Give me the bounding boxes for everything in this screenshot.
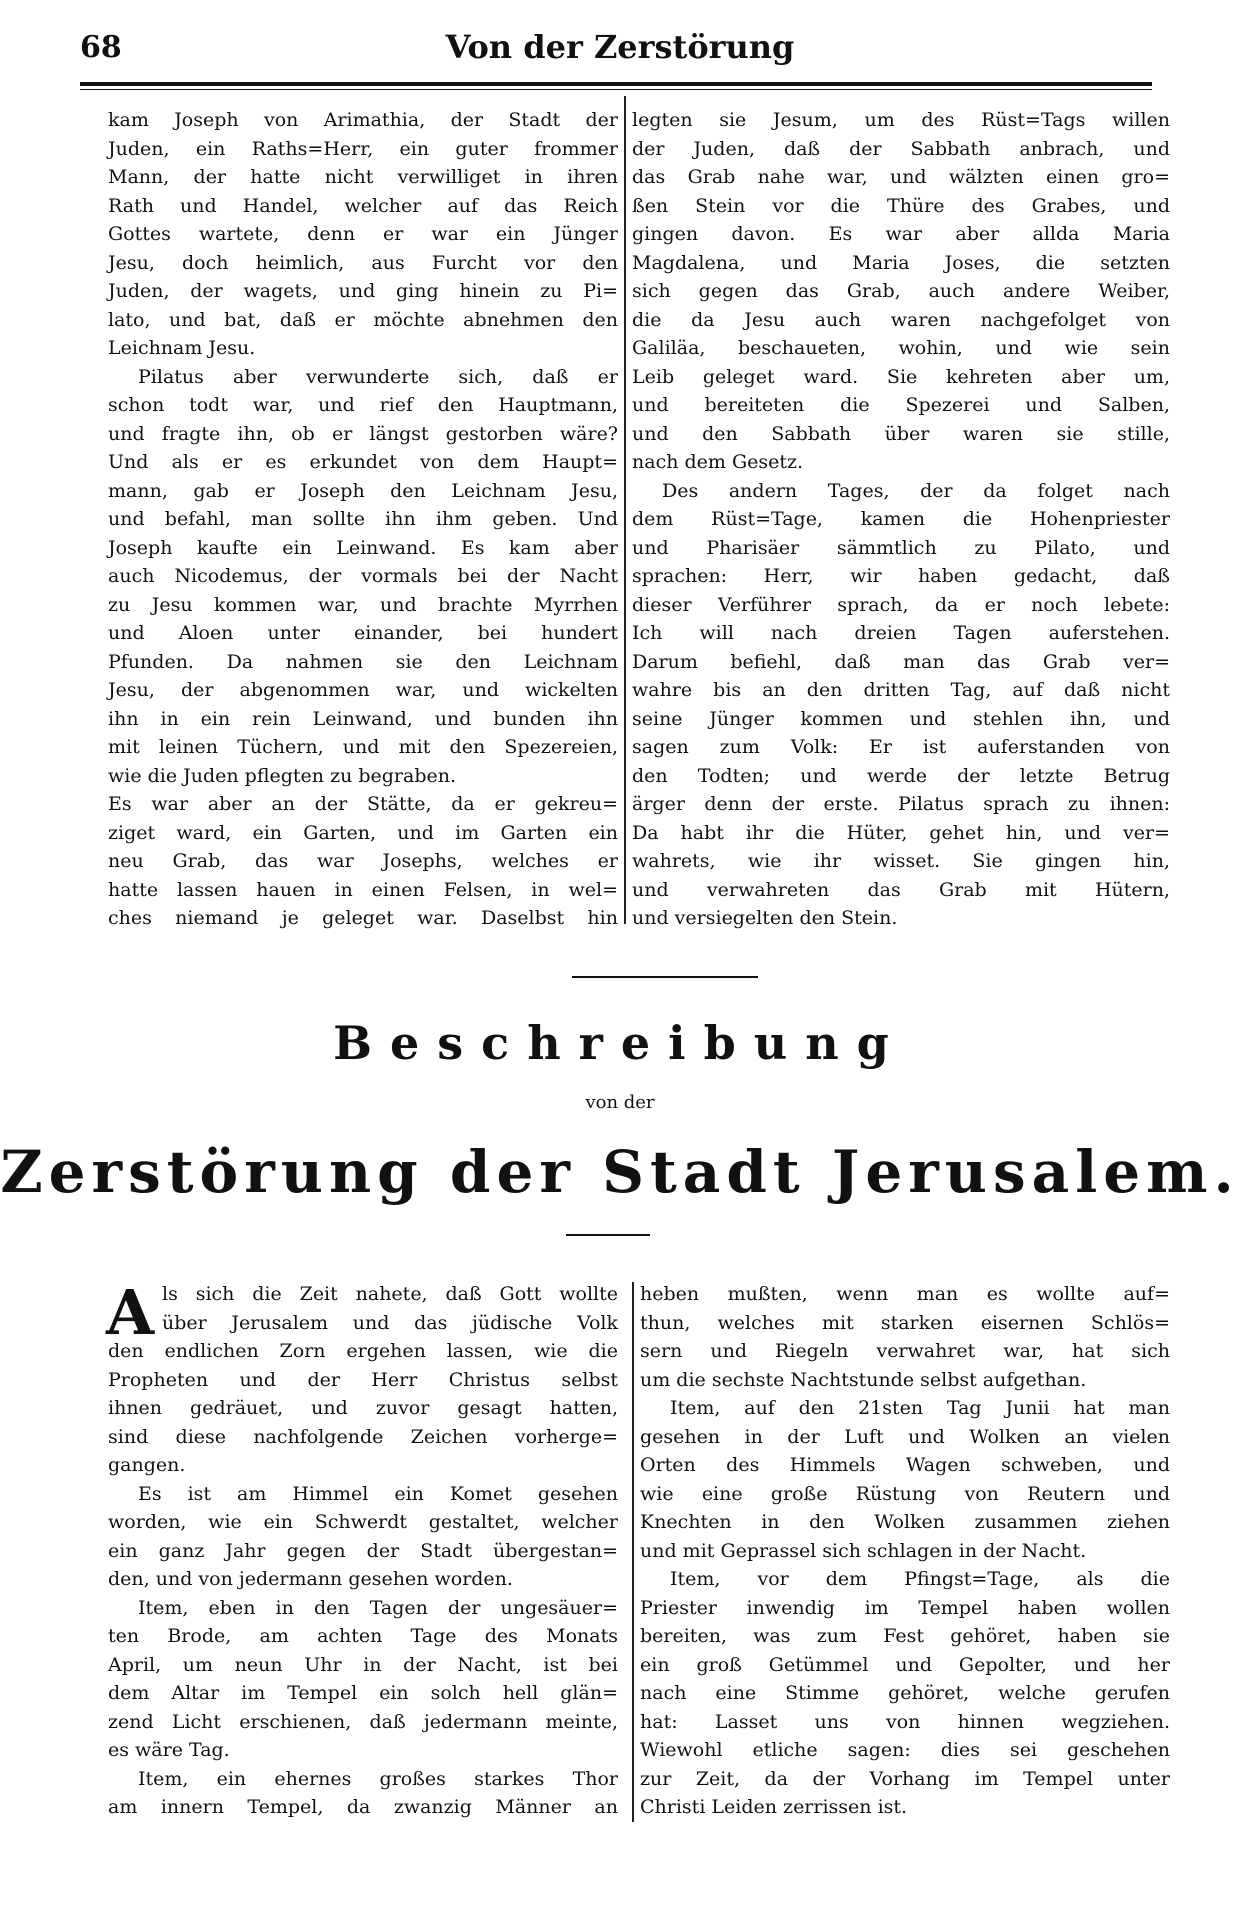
text-line: Knechten in den Wolken zusammen ziehen [640, 1511, 1170, 1533]
text-line: ziget ward, ein Garten, und im Garten ein [108, 821, 618, 844]
text-line: das Grab nahe war, und wälzten einen gro= [632, 166, 1170, 188]
header-rule-thin [80, 89, 1152, 90]
text-line: über Jerusalem und das jüdische Volk [162, 1311, 618, 1334]
text-line: und versiegelten den Stein. [632, 907, 898, 929]
text-line: zu Jesu kommen war, und brachte Myrrhen [108, 593, 618, 616]
text-line: dem Altar im Tempel ein solch hell glän= [108, 1682, 618, 1704]
text-line: gangen. [108, 1454, 186, 1476]
text-line: ßen Stein vor die Thüre des Grabes, und [632, 194, 1170, 217]
section-subtitle: von der [585, 1092, 655, 1113]
text-line: Item, vor dem Pfingst=Tage, als die [670, 1568, 1170, 1590]
text-line: und mit Geprassel sich schlagen in der Nacht. [640, 1539, 1087, 1562]
text-line: nach dem Gesetz. [632, 451, 804, 473]
text-line: Magdalena, und Maria Joses, die setzten [632, 251, 1170, 274]
text-line: thun, welches mit starken eisernen Schlös= [640, 1311, 1170, 1334]
text-line: auch Nicodemus, der vormals bei der Nacht [108, 565, 618, 587]
bottom-left-column [106, 1276, 618, 1822]
text-line: Pfunden. Da nahmen sie den Leichnam [108, 650, 618, 673]
drop-cap: A [106, 1276, 155, 1349]
text-line: ärger denn der erste. Pilatus sprach zu ihnen: [632, 793, 1170, 815]
text-line: ihn in ein rein Leinwand, und bunden ihn [108, 707, 618, 730]
text-line: ein groß Getümmel und Gepolter, und her [640, 1653, 1170, 1676]
text-line: wie die Juden pflegten zu begraben. [108, 764, 457, 787]
text-line: wahrets, wie ihr wisset. Sie gingen hin, [632, 850, 1170, 872]
text-line: Da habt ihr die Hüter, gehet hin, und ver= [632, 821, 1170, 844]
text-line: hatte lassen hauen in einen Felsen, in wel= [108, 878, 618, 901]
text-line: ein ganz Jahr gegen der Stadt übergestan= [108, 1539, 618, 1562]
text-line: Des andern Tages, der da folget nach [662, 479, 1170, 502]
top-left-column [108, 106, 618, 933]
text-line: und befahl, man sollte ihn ihm geben. Und [108, 508, 618, 530]
text-line: sagen zum Volk: Er ist auferstanden von [632, 736, 1170, 758]
text-line: Propheten und der Herr Christus selbst [108, 1368, 618, 1391]
text-line: Und als er es erkundet von dem Haupt= [108, 451, 618, 473]
text-line: Mann, der hatte nicht verwilliget in ihren [108, 166, 618, 188]
text-line: Es ist am Himmel ein Komet gesehen [138, 1482, 618, 1505]
text-line: wie eine große Rüstung von Reutern und [640, 1482, 1170, 1505]
section-rule-bottom [566, 1234, 650, 1236]
text-line: der Juden, daß der Sabbath anbrach, und [632, 137, 1170, 160]
text-line: und bereiteten die Spezerei und Salben, [632, 394, 1170, 416]
text-line: die da Jesu auch waren nachgefolget von [632, 308, 1170, 331]
text-line: Christi Leiden zerrissen ist. [640, 1796, 908, 1818]
top-right-column [632, 106, 1170, 933]
text-line: Gottes wartete, denn er war ein Jünger [108, 223, 618, 245]
text-line: und fragte ihn, ob er längst gestorben wäre? [108, 422, 618, 445]
text-line: Galiläa, beschaueten, wohin, und wie sein [632, 337, 1170, 359]
text-line: am innern Tempel, da zwanzig Männer an [108, 1796, 618, 1818]
section-rule-top [572, 976, 758, 978]
text-line: dieser Verführer sprach, da er noch lebete: [632, 593, 1170, 616]
text-line: gingen davon. Es war aber allda Maria [632, 223, 1170, 245]
page-number: 68 [80, 30, 122, 65]
text-line: gesehen in der Luft und Wolken an vielen [640, 1425, 1170, 1448]
text-line: mit leinen Tüchern, und mit den Spezereien, [108, 736, 618, 758]
text-line: Item, eben in den Tagen der ungesäuer= [138, 1596, 618, 1619]
text-line: schon todt war, und rief den Hauptmann, [108, 394, 618, 416]
text-line: nach eine Stimme gehöret, welche gerufen [640, 1682, 1170, 1704]
text-line: ls sich die Zeit nahete, daß Gott wollte [162, 1283, 618, 1305]
section-title: Beschreibung [333, 1016, 907, 1070]
text-line: lato, und bat, daß er möchte abnehmen den [108, 308, 618, 331]
text-line: Leichnam Jesu. [108, 337, 256, 359]
text-line: und den Sabbath über waren sie stille, [632, 422, 1170, 445]
text-line: Joseph kaufte ein Leinwand. Es kam aber [108, 536, 618, 559]
text-line: heben mußten, wenn man es wollte auf= [640, 1283, 1170, 1305]
text-line: Es war aber an der Stätte, da er gekreu= [108, 793, 618, 815]
header-rule [80, 82, 1152, 86]
text-line: und Aloen unter einander, bei hundert [108, 622, 618, 644]
text-line: Ich will nach dreien Tagen auferstehen. [632, 622, 1170, 644]
text-line: Priester inwendig im Tempel haben wollen [640, 1596, 1170, 1619]
text-line: ten Brode, am achten Tage des Monats [108, 1625, 618, 1647]
text-line: neu Grab, das war Josephs, welches er [108, 850, 618, 872]
column-divider [624, 96, 626, 924]
text-line: den, und von jedermann gesehen worden. [108, 1568, 513, 1590]
text-line: mann, gab er Joseph den Leichnam Jesu, [108, 479, 618, 502]
text-line: Item, auf den 21sten Tag Junii hat man [670, 1397, 1170, 1419]
text-line: hat: Lasset uns von hinnen wegziehen. [640, 1710, 1170, 1733]
text-line: ihnen gedräuet, und zuvor gesagt hatten, [108, 1397, 618, 1419]
text-line: Pilatus aber verwunderte sich, daß er [138, 365, 618, 388]
text-line: ches niemand je geleget war. Daselbst hin [108, 907, 618, 929]
text-line: kam Joseph von Arimathia, der Stadt der [108, 109, 618, 131]
text-line: Juden, ein Raths=Herr, ein guter frommer [108, 137, 618, 160]
text-line: worden, wie ein Schwerdt gestaltet, welcher [108, 1511, 618, 1533]
text-line: den Todten; und werde der letzte Betrug [632, 764, 1170, 787]
section-title-main: Zerstörung der Stadt Jerusalem. [0, 1138, 1240, 1206]
text-line: es wäre Tag. [108, 1739, 230, 1761]
text-line: den endlichen Zorn ergehen lassen, wie die [108, 1340, 618, 1362]
text-line: Leib geleget ward. Sie kehreten aber um, [632, 365, 1170, 388]
text-line: Item, ein ehernes großes starkes Thor [138, 1767, 618, 1790]
bottom-right-column [640, 1280, 1170, 1822]
text-line: zur Zeit, da der Vorhang im Tempel unter [640, 1767, 1170, 1790]
text-line: Juden, der wagets, und ging hinein zu Pi= [108, 280, 618, 302]
text-line: Wiewohl etliche sagen: dies sei geschehen [640, 1739, 1170, 1761]
column-divider-bottom [632, 1282, 634, 1822]
text-line: dem Rüst=Tage, kamen die Hohenpriester [632, 508, 1170, 530]
text-line: um die sechste Nachtstunde selbst aufgethan. [640, 1368, 1087, 1391]
text-line: Orten des Himmels Wagen schweben, und [640, 1454, 1170, 1476]
text-line: Jesu, der abgenommen war, und wickelten [108, 679, 618, 701]
text-line: zend Licht erschienen, daß jedermann meinte, [108, 1710, 618, 1733]
running-title: Von der Zerstörung [445, 28, 795, 66]
text-line: und verwahreten das Grab mit Hütern, [632, 878, 1170, 901]
text-line: wahre bis an den dritten Tag, auf daß nicht [632, 679, 1170, 701]
text-line: sich gegen das Grab, auch andere Weiber, [632, 280, 1170, 302]
text-line: und Pharisäer sämmtlich zu Pilato, und [632, 536, 1170, 559]
text-line: Jesu, doch heimlich, aus Furcht vor den [108, 251, 618, 274]
text-line: Rath und Handel, welcher auf das Reich [108, 194, 618, 217]
text-line: sern und Riegeln verwahret war, hat sich [640, 1340, 1170, 1362]
text-line: April, um neun Uhr in der Nacht, ist bei [108, 1653, 618, 1676]
text-line: sind diese nachfolgende Zeichen vorherge= [108, 1425, 618, 1448]
text-line: seine Jünger kommen und stehlen ihn, und [632, 707, 1170, 730]
text-line: sprachen: Herr, wir haben gedacht, daß [632, 565, 1170, 587]
text-line: bereiten, was zum Fest gehöret, haben sie [640, 1625, 1170, 1647]
text-line: legten sie Jesum, um des Rüst=Tags willen [632, 109, 1170, 131]
text-line: Darum befiehl, daß man das Grab ver= [632, 650, 1170, 673]
